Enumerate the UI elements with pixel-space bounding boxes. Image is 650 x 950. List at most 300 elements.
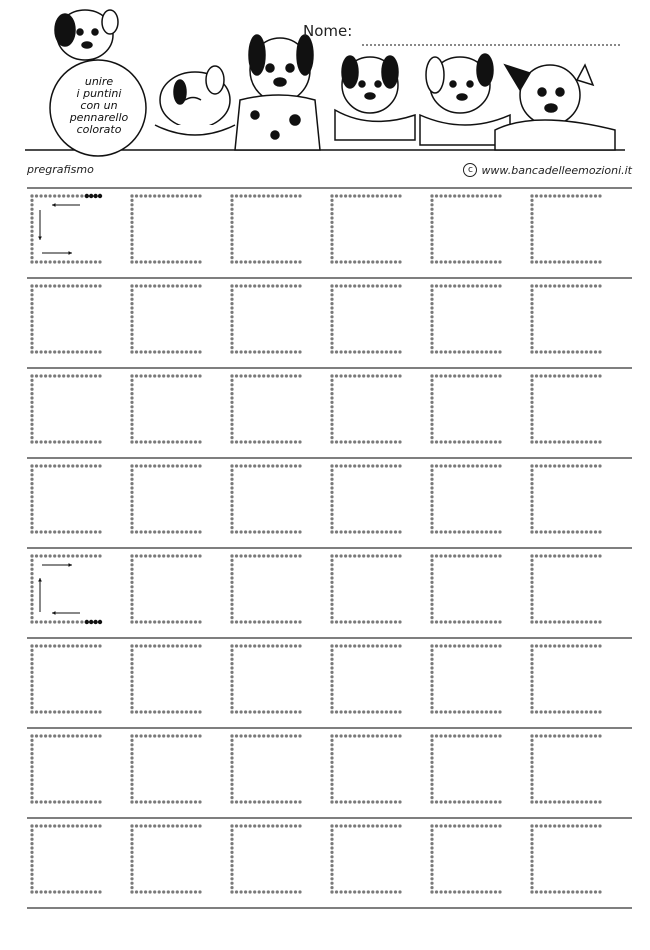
trace-dot [498,710,501,713]
trace-dot [430,860,433,863]
trace-dot [530,838,533,841]
trace-dot [67,530,70,533]
trace-dot [130,603,133,606]
trace-dot [430,256,433,259]
trace-dot [430,414,433,417]
trace-dot [176,734,179,737]
trace-dot [135,374,138,377]
trace-dot [235,620,238,623]
trace-dot [149,284,152,287]
trace-dot [385,710,388,713]
trace-dot [289,890,292,893]
trace-dot [53,260,56,263]
trace-dot [130,792,133,795]
trace-dot [394,890,397,893]
trace-dot [189,644,192,647]
trace-dot [430,833,433,836]
trace-dot [489,194,492,197]
trace-dot [94,800,97,803]
trace-dot [276,554,279,557]
trace-dot [85,440,88,443]
trace-dot [330,440,333,443]
trace-dot [376,824,379,827]
trace-dot [30,526,33,529]
trace-dot [430,517,433,520]
trace-dot [330,410,333,413]
trace-dot [430,260,433,263]
trace-dot [89,890,92,893]
trace-dot [340,440,343,443]
trace-dot [130,554,133,557]
trace-dot [571,374,574,377]
trace-dot [130,482,133,485]
trace-dot [249,194,252,197]
trace-dot [489,800,492,803]
trace-dot [330,252,333,255]
trace-dot [189,800,192,803]
trace-dot [30,203,33,206]
trace-dot [430,706,433,709]
trace-dot [53,824,56,827]
trace-dot [367,194,370,197]
trace-dot [335,824,338,827]
trace-dot [80,350,83,353]
trace-dot [330,350,333,353]
trace-dot [385,890,388,893]
trace-dot [271,710,274,713]
trace-dot [330,500,333,503]
trace-dot [144,260,147,263]
trace-dot [144,374,147,377]
trace-dot [130,405,133,408]
trace-dot [467,824,470,827]
trace-dot [180,620,183,623]
trace-dot [149,734,152,737]
trace-dot [430,522,433,525]
trace-dot [130,530,133,533]
trace-dot [540,194,543,197]
trace-dot [149,350,152,353]
trace-dot [444,710,447,713]
trace-dot [244,710,247,713]
trace-dot [271,890,274,893]
trace-dot [244,260,247,263]
trace-dot [194,374,197,377]
trace-dot [189,194,192,197]
trace-dot [176,464,179,467]
trace-dot [589,350,592,353]
trace-dot [98,710,101,713]
trace-dot [476,530,479,533]
trace-dot [430,212,433,215]
trace-dot [130,838,133,841]
trace-dot [130,306,133,309]
trace-dot [430,247,433,250]
trace-dot [40,644,43,647]
trace-dot [98,464,101,467]
trace-dot [330,491,333,494]
trace-dot [430,620,433,623]
trace-dot [262,554,265,557]
trace-dot [30,748,33,751]
trace-dot [276,710,279,713]
trace-dot [230,203,233,206]
trace-dot [330,284,333,287]
trace-dot [230,526,233,529]
trace-dot [567,464,570,467]
trace-dot [30,392,33,395]
trace-dot [330,675,333,678]
trace-dot [30,864,33,867]
trace-dot [285,620,288,623]
trace-dot [494,350,497,353]
trace-dot [471,440,474,443]
trace-dot [294,890,297,893]
trace-dot [367,374,370,377]
trace-dot [330,649,333,652]
trace-dot [589,824,592,827]
trace-dot [430,374,433,377]
trace-dot [30,293,33,296]
trace-dot [353,374,356,377]
trace-dot [30,383,33,386]
trace-dot [153,734,156,737]
trace-dot [544,194,547,197]
trace-dot [130,653,133,656]
trace-dot [589,620,592,623]
trace-dot [76,554,79,557]
trace-dot [30,675,33,678]
trace-dot [558,890,561,893]
trace-dot [180,734,183,737]
trace-dot [485,350,488,353]
trace-dot [598,260,601,263]
trace-dot [249,620,252,623]
trace-dot [567,824,570,827]
trace-dot [144,284,147,287]
trace-dot [276,734,279,737]
trace-dot [162,260,165,263]
trace-dot [30,838,33,841]
trace-dot [376,440,379,443]
trace-dot [135,620,138,623]
trace-dot [244,464,247,467]
trace-dot [530,563,533,566]
trace-dot [589,554,592,557]
trace-dot [253,350,256,353]
trace-dot [30,697,33,700]
trace-dot [580,194,583,197]
trace-dot [589,374,592,377]
trace-dot [244,824,247,827]
trace-dot [353,194,356,197]
trace-dot [362,350,365,353]
trace-dot [53,284,56,287]
trace-dot [80,284,83,287]
trace-dot [440,734,443,737]
trace-dot [230,563,233,566]
trace-dot [385,440,388,443]
trace-dot [430,491,433,494]
trace-dot [498,464,501,467]
trace-dot [53,440,56,443]
trace-dot [544,554,547,557]
trace-dot [480,194,483,197]
trace-dot [544,800,547,803]
trace-dot [98,530,101,533]
trace-dot [589,260,592,263]
trace-dot [167,890,170,893]
trace-dot [40,734,43,737]
trace-dot [530,311,533,314]
trace-dot [185,440,188,443]
trace-dot [489,554,492,557]
trace-dot [430,216,433,219]
trace-dot [30,495,33,498]
trace-dot [44,800,47,803]
trace-dot [430,702,433,705]
trace-dot [280,890,283,893]
trace-dot [262,644,265,647]
trace-dot [330,225,333,228]
trace-dot [462,554,465,557]
trace-dot [530,792,533,795]
trace-dot [144,800,147,803]
trace-dot [430,748,433,751]
trace-dot [462,464,465,467]
trace-dot [349,194,352,197]
trace-dot [585,260,588,263]
trace-dot [594,530,597,533]
trace-dot [230,284,233,287]
trace-dot [49,890,52,893]
trace-dot [394,644,397,647]
trace-dot [135,710,138,713]
trace-dot [130,315,133,318]
trace-dot [149,890,152,893]
trace-dot [249,800,252,803]
trace-dot [549,824,552,827]
trace-dot [530,710,533,713]
trace-dot [430,649,433,652]
trace-dot [435,890,438,893]
trace-dot [398,824,401,827]
trace-dot [558,260,561,263]
trace-dot [267,440,270,443]
trace-dot [353,464,356,467]
trace-dot [485,374,488,377]
trace-dot [430,851,433,854]
trace-dot [289,620,292,623]
trace-dot [376,464,379,467]
trace-dot [162,890,165,893]
trace-dot [244,734,247,737]
trace-dot [30,765,33,768]
trace-dot [535,800,538,803]
trace-dot [367,284,370,287]
trace-dot [130,238,133,241]
trace-dot [85,260,88,263]
trace-dot [149,374,152,377]
trace-dot [430,576,433,579]
trace-dot [380,644,383,647]
trace-dot [489,710,492,713]
trace-dot [530,289,533,292]
trace-dot [230,607,233,610]
trace-dot [440,554,443,557]
trace-dot [67,440,70,443]
trace-dot [30,576,33,579]
trace-dot [249,260,252,263]
trace-dot [340,284,343,287]
trace-dot [530,607,533,610]
trace-dot [476,350,479,353]
trace-dot [230,374,233,377]
trace-dot [230,495,233,498]
trace-dot [30,756,33,759]
trace-dot [130,559,133,562]
trace-dot [467,800,470,803]
trace-dot [380,800,383,803]
trace-dot [498,194,501,197]
trace-dot [249,734,252,737]
trace-dot [280,620,283,623]
trace-dot [585,440,588,443]
trace-dot [494,440,497,443]
trace-dot [158,350,161,353]
trace-dot [344,194,347,197]
trace-dot [30,752,33,755]
trace-dot [267,464,270,467]
trace-dot [230,440,233,443]
trace-dot [358,800,361,803]
trace-dot [230,289,233,292]
trace-dot [344,824,347,827]
trace-dot [476,710,479,713]
trace-dot [40,530,43,533]
trace-dot [258,374,261,377]
trace-dot [576,530,579,533]
trace-dot [530,504,533,507]
trace-dot [44,440,47,443]
trace-dot [594,464,597,467]
trace-dot [330,662,333,665]
trace-dot [430,203,433,206]
trace-dot [549,800,552,803]
trace-dot [130,864,133,867]
trace-dot [485,554,488,557]
trace-dot [430,800,433,803]
trace-dot [185,194,188,197]
trace-dot [530,418,533,421]
trace-dot [30,590,33,593]
trace-dot [344,800,347,803]
trace-dot [589,800,592,803]
trace-dot [140,824,143,827]
trace-dot [530,513,533,516]
trace-dot [230,260,233,263]
trace-dot [198,374,201,377]
trace-dot [49,260,52,263]
trace-dot [449,530,452,533]
trace-dot [485,734,488,737]
trace-dot [98,440,101,443]
trace-dot [349,890,352,893]
trace-dot [171,620,174,623]
trace-dot [330,473,333,476]
trace-dot [444,554,447,557]
trace-dot [289,374,292,377]
trace-dot [330,559,333,562]
trace-dot [530,414,533,417]
trace-dot [285,800,288,803]
trace-dot [230,500,233,503]
trace-dot [285,710,288,713]
trace-dot [267,800,270,803]
trace-dot [530,388,533,391]
trace-dot [153,620,156,623]
trace-dot [30,649,33,652]
trace-dot [540,734,543,737]
trace-dot [230,877,233,880]
trace-dot [89,824,92,827]
trace-dot [58,554,61,557]
trace-dot [285,464,288,467]
trace-dot [398,440,401,443]
trace-dot [194,350,197,353]
trace-dot [449,440,452,443]
trace-dot [76,644,79,647]
trace-dot [530,260,533,263]
trace-dot [189,890,192,893]
trace-dot [330,666,333,669]
trace-dot [430,482,433,485]
trace-dot [135,440,138,443]
trace-dot [240,824,243,827]
trace-dot [530,743,533,746]
trace-dot [494,260,497,263]
trace-dot [62,644,65,647]
trace-dot [30,260,33,263]
instruction-text: unire i puntini con un pennarello colorato [69,75,129,136]
trace-dot [253,284,256,287]
trace-dot [71,530,74,533]
trace-dot [430,563,433,566]
trace-dot [280,284,283,287]
trace-dot [71,644,74,647]
trace-dot [176,890,179,893]
trace-dot [389,530,392,533]
trace-dot [358,194,361,197]
arrow-head [52,203,56,207]
trace-dot [176,710,179,713]
trace-dot [358,260,361,263]
trace-dot [130,216,133,219]
trace-dot [430,770,433,773]
trace-dot [398,890,401,893]
trace-dot [480,800,483,803]
trace-dot [594,260,597,263]
trace-dot [449,710,452,713]
trace-dot [62,710,65,713]
trace-dot [194,194,197,197]
trace-dot [30,603,33,606]
trace-dot [185,260,188,263]
trace-dot [444,800,447,803]
trace-dot [298,890,301,893]
trace-dot [571,260,574,263]
trace-dot [398,554,401,557]
